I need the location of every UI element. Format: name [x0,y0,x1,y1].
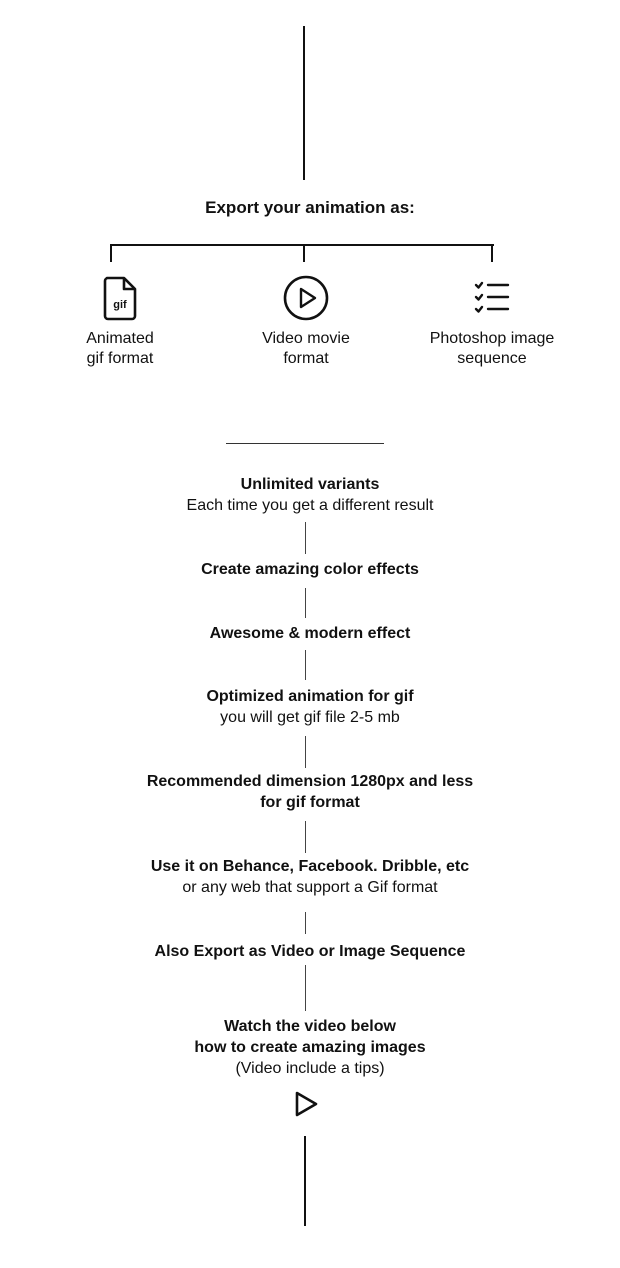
gif-badge-text: gif [113,299,127,311]
bracket-left-tick [110,244,112,262]
gif-file-icon [102,275,138,321]
feature-optimized-gif: Optimized animation for gif you will get gif file 2-5 mb [206,688,414,726]
option-gif[interactable] [30,275,210,369]
connector-line [305,650,306,680]
option-sequence[interactable] [402,275,582,369]
feature-recommended-dimension: Recommended dimension 1280px and less for gif format [146,773,474,811]
bracket-right-tick [491,244,493,262]
connector-line [305,522,306,554]
feature-use-it-on: Use it on Behance, Facebook. Dribble, etc or any web that support a Gif format [150,858,470,896]
feature-modern-effect: Awesome & modern effect [209,625,411,642]
feature-also-export: Also Export as Video or Image Sequence [154,943,466,960]
export-title: Export your animation as: [205,198,415,217]
connector-line [305,736,306,768]
connector-line [305,588,306,618]
connector-line [305,821,306,853]
option-video-label: Video movie format [262,330,350,367]
option-gif-label: Animated gif format [86,330,154,367]
bracket-center-tick [303,244,305,262]
section-divider [226,443,384,444]
bracket-horizontal [110,244,494,246]
play-circle-icon [283,275,329,321]
play-icon[interactable] [292,1090,320,1118]
connector-line [305,965,306,1011]
feature-color-effects: Create amazing color effects [201,561,419,578]
top-connector-line [303,26,305,180]
option-sequence-label: Photoshop image sequence [429,330,555,367]
bottom-connector-line [304,1136,306,1226]
option-video[interactable] [216,275,396,369]
feature-watch-video: Watch the video below how to create amazing images (Video include a tips) [194,1018,426,1077]
connector-line [305,912,306,934]
feature-unlimited-variants: Unlimited variants Each time you get a different result [186,476,434,514]
checklist-icon [474,275,510,321]
